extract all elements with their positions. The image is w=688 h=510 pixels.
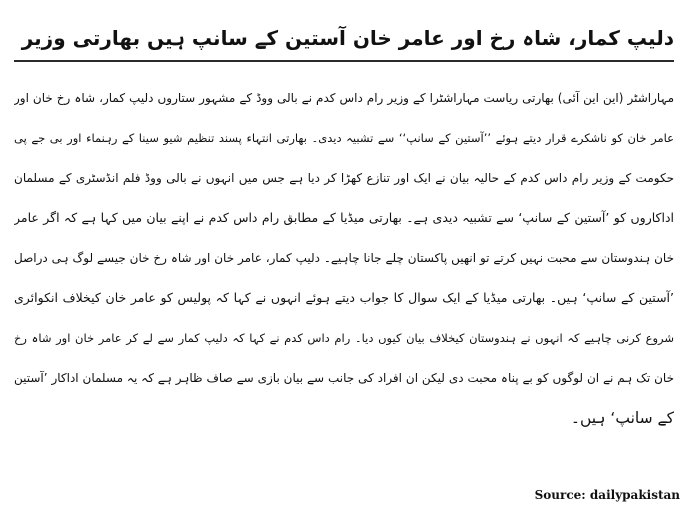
- article-body: [14, 78, 674, 438]
- headline-divider: [14, 60, 674, 62]
- body-line: اداکاروں کو ’آستین کے سانپ‘ سے تشبیہ دیدی ہے۔ بھارتی میڈیا کے مطابق رام داس کدم نے اپنے بیان میں کہا ہے کہ اگر عامر: [14, 210, 674, 225]
- body-line: حکومت کے وزیر رام داس کدم کے حالیہ بیان نے ایک اور تنازع کھڑا کر دیا ہے جس میں انہوں نے بالی ووڈ فلم انڈسٹری کے مسلمان: [14, 171, 674, 185]
- news-article: [14, 14, 674, 504]
- body-line: شروع کرنی چاہیے کہ انہوں نے ہندوستان کیخلاف بیان کیوں دیا۔ رام داس کدم نے کہا کہ دلیپ کمار سے لے کر عامر خان اور شاہ رخ: [14, 331, 674, 345]
- body-line: عامر خان کو ناشکرے قرار دیتے ہوئے ’’آستین کے سانپ‘‘ سے تشبیہ دیدی۔ بھارتی انتہاء پسند تنظیم شیو سینا کے رہنماء اور بی جے پی: [14, 131, 674, 145]
- body-line: مہاراشٹر (این این آئی) بھارتی ریاست مہاراشٹرا کے وزیر رام داس کدم نے بالی ووڈ کے مشہور ستاروں دلیپ کمار، شاہ رخ خان اور: [14, 91, 674, 105]
- body-line: خان ہندوستان سے محبت نہیں کرتے تو انھیں پاکستان چلے جانا چاہیے۔ دلیپ کمار، عامر خان اور شاہ رخ خان جیسے لوگ ہی دراصل: [14, 251, 674, 265]
- body-line: خان تک ہم نے ان لوگوں کو بے پناہ محبت دی لیکن ان افراد کی جانب سے بیان بازی سے صاف ظاہر ہے کہ یہ مسلمان اداکار ’آستین: [14, 371, 674, 385]
- body-line: کے سانپ‘ ہیں۔: [570, 409, 674, 427]
- headline: دلیپ کمار، شاہ رخ اور عامر خان آستین کے سانپ ہیں بھارتی وزیر: [21, 26, 674, 50]
- source-credit: Source: dailypakistan: [534, 488, 680, 502]
- body-line: ’آستین کے سانپ‘ ہیں۔ بھارتی میڈیا کے ایک سوال کا جواب دیتے ہوئے انہوں نے کہا کہ پولیس کو عامر خان کیخلاف انکوائری: [14, 290, 674, 305]
